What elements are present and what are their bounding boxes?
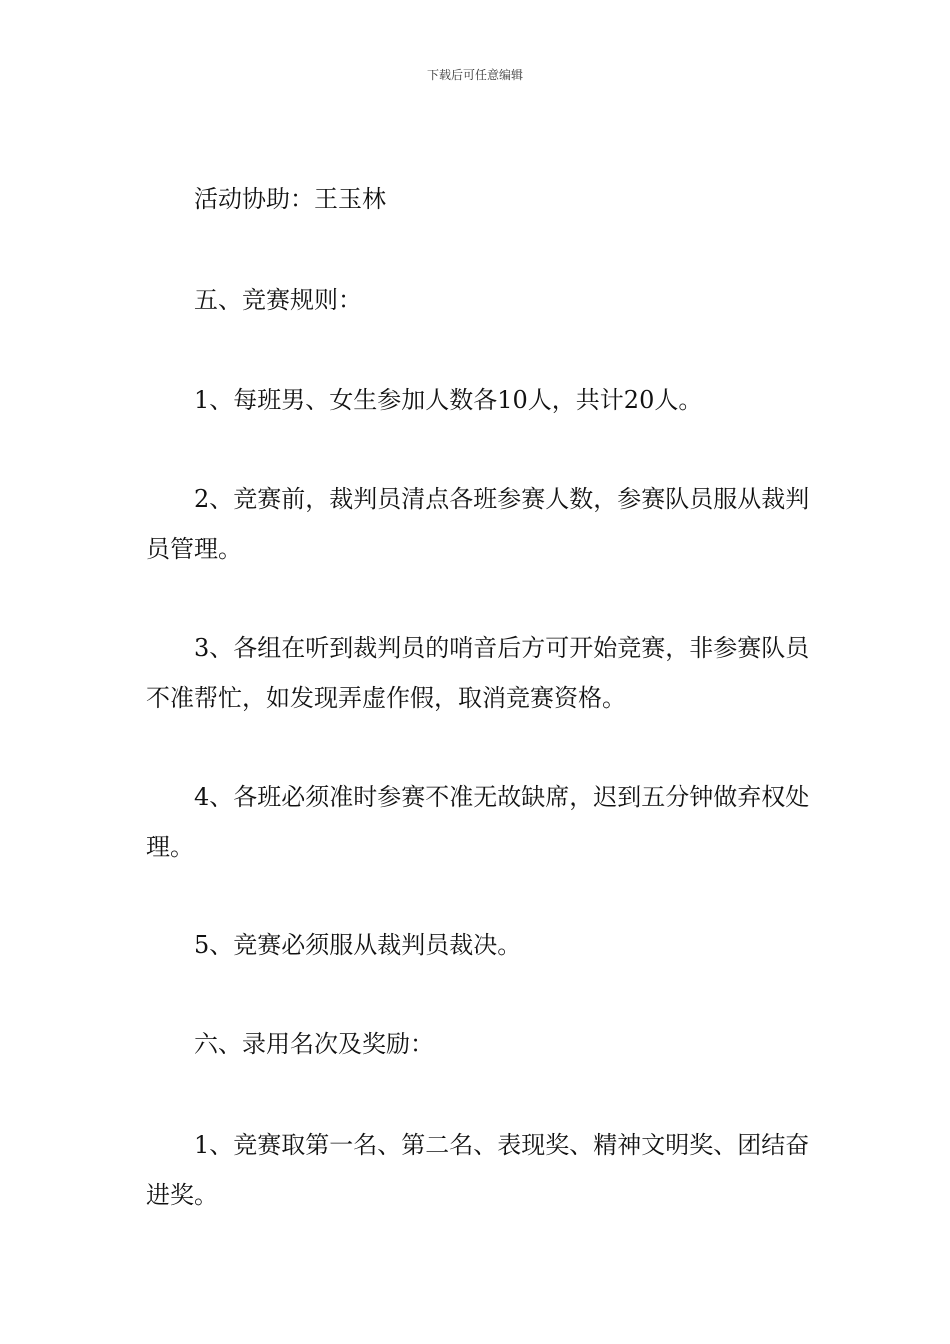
rule-item-5: 5、竞赛必须服从裁判员裁决。 xyxy=(194,931,522,959)
rule-item-3: 3、各组在听到裁判员的哨音后方可开始竞赛，非参赛队员不准帮忙，如发现弄虚作假，取消竞赛资格。 xyxy=(146,634,810,712)
paragraph-activity-assist: 活动协助：王玉林 xyxy=(194,185,386,213)
award-item-1: 1、竞赛取第一名、第二名、表现奖、精神文明奖、团结奋进奖。 xyxy=(146,1131,810,1209)
rule-item-4: 4、各班必须准时参赛不准无故缺席，迟到五分钟做弃权处理。 xyxy=(146,783,810,861)
header-note: 下载后可任意编辑 xyxy=(426,68,523,82)
rule-item-2: 2、竞赛前，裁判员清点各班参赛人数，参赛队员服从裁判员管理。 xyxy=(146,485,810,563)
rule-item-1: 1、每班男、女生参加人数各10人，共计20人。 xyxy=(194,386,703,414)
heading-competition-rules: 五、竞赛规则： xyxy=(194,286,362,314)
heading-ranking-awards: 六、录用名次及奖励： xyxy=(194,1030,434,1058)
